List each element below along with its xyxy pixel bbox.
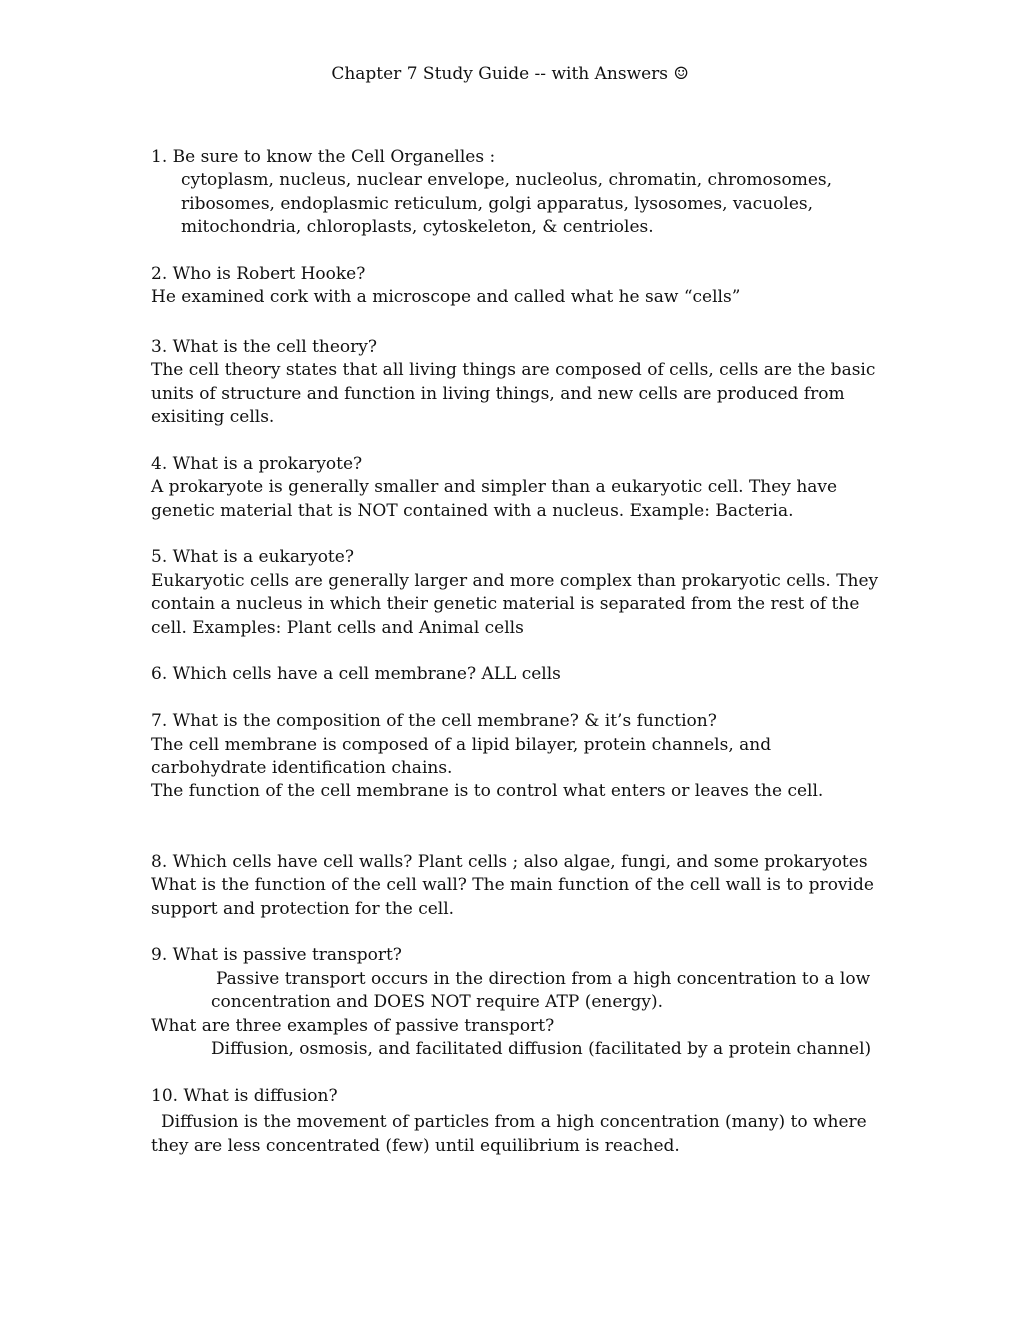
answer-5-line-2: contain a nucleus in which their genetic material is separated from the rest of the (151, 594, 860, 615)
answer-3-line-1: The cell theory states that all living things are composed of cells, cells are the basic (151, 360, 876, 381)
question-9-sub: What are three examples of passive transport? (151, 1015, 555, 1036)
answer-4-line-2: genetic material that is NOT contained with a nucleus. Example: Bacteria. (151, 500, 794, 521)
answer-5-line-3: cell. Examples: Plant cells and Animal cells (151, 617, 524, 638)
question-4: 4. What is a prokaryote? (151, 453, 363, 474)
answer-1-line-1: cytoplasm, nucleus, nuclear envelope, nucleolus, chromatin, chromosomes, (181, 170, 833, 191)
answer-4-line-1: A prokaryote is generally smaller and simpler than a eukaryotic cell. They have (151, 477, 838, 498)
page-title: Chapter 7 Study Guide -- with Answers ☺ (331, 64, 689, 84)
answer-5-line-1: Eukaryotic cells are generally larger and more complex than prokaryotic cells. They (151, 570, 879, 591)
question-3: 3. What is the cell theory? (151, 336, 378, 357)
answer-7-line-1: The cell membrane is composed of a lipid bilayer, protein channels, and (151, 734, 772, 755)
answer-7-line-3: The function of the cell membrane is to control what enters or leaves the cell. (151, 781, 824, 802)
answer-8-line-2: support and protection for the cell. (151, 898, 455, 919)
answer-1-line-2: ribosomes, endoplasmic reticulum, golgi apparatus, lysosomes, vacuoles, (181, 193, 814, 214)
question-1: 1. Be sure to know the Cell Organelles : (151, 147, 496, 167)
question-7: 7. What is the composition of the cell membrane? & it’s function? (151, 711, 717, 732)
answer-7-line-2: carbohydrate identification chains. (151, 758, 453, 779)
question-5: 5. What is a eukaryote? (151, 547, 354, 568)
question-2: 2. Who is Robert Hooke? (151, 264, 366, 285)
answer-3-line-3: exisiting cells. (151, 407, 275, 428)
answer-1-line-3: mitochondria, chloroplasts, cytoskeleton, & centrioles. (181, 217, 654, 238)
answer-3-line-2: units of structure and function in living things, and new cells are produced from (151, 383, 845, 404)
question-6: 6. Which cells have a cell membrane? ALL cells (151, 664, 561, 685)
answer-8-line-1: What is the function of the cell wall? The main function of the cell wall is to provide (151, 875, 874, 896)
question-9: 9. What is passive transport? (151, 945, 402, 966)
answer-9-line-2: concentration and DOES NOT require ATP (energy). (211, 992, 664, 1013)
answer-9-sub: Diffusion, osmosis, and facilitated diffusion (facilitated by a protein channel) (211, 1038, 872, 1059)
answer-2-line-1: He examined cork with a microscope and called what he saw “cells” (151, 287, 741, 308)
answer-9-line-1: Passive transport occurs in the direction from a high concentration to a low (216, 968, 871, 989)
question-8: 8. Which cells have cell walls? Plant cells ; also algae, fungi, and some prokaryotes (151, 851, 868, 872)
question-10: 10. What is diffusion? (151, 1085, 338, 1106)
answer-10-line-1: Diffusion is the movement of particles from a high concentration (many) to where (161, 1112, 867, 1133)
study-guide-content (151, 146, 881, 1158)
answer-10-line-2: they are less concentrated (few) until equilibrium is reached. (151, 1135, 680, 1156)
